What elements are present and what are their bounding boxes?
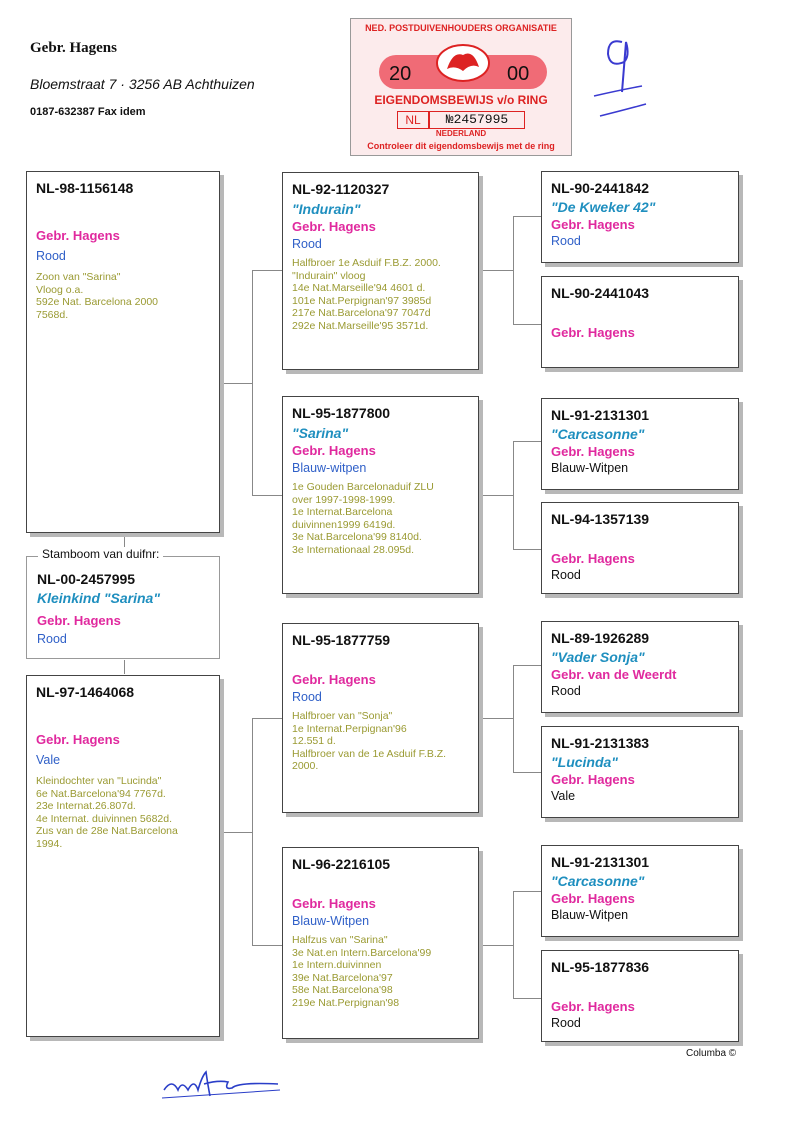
connector [513,891,514,998]
grandparent-ring: NL-95-1877800 [292,405,391,421]
connector [252,270,253,495]
great-grandparent-ring: NL-91-2131301 [551,854,650,870]
sire-ring: NL-98-1156148 [36,180,134,196]
great-grandparent-name: "Vader Sonja" [551,649,645,665]
great-grandparent-card [541,621,739,713]
great-grandparent-color: Blauw-Witpen [551,908,629,922]
grandparent-remarks: Halfzus van "Sarina" 3e Nat.en Intern.Barcelona'99 1e Intern.duivinnen 39e Nat.Barcelona'97 58e Nat.Barcelona'98 219e Nat.Perpignan'98 [292,934,432,1009]
grandparent-remarks: Halfbroer 1e Asduif F.B.Z. 2000. "Indurain" vloog 14e Nat.Marseille'94 4601 d. 101e Nat.Perpignan'97 3985d 217e Nat.Barcelona'97 7047d 292e Nat.Marseille'95 3571d. [292,257,441,332]
great-grandparent-ring: NL-89-1926289 [551,630,650,646]
great-grandparent-name: "De Kweker 42" [551,199,656,215]
stamp-control-note: Controleer dit eigendomsbewijs met de ring [367,141,555,151]
connector [479,495,513,496]
connector [513,998,541,999]
great-grandparent-color: Rood [551,234,581,248]
subject-ring: NL-00-2457995 [37,571,136,587]
connector [513,324,541,325]
grandparent-breeder: Gebr. Hagens [292,443,376,458]
stamp-year-right: 00 [507,63,530,85]
grandparent-breeder: Gebr. Hagens [292,219,376,234]
stamp-title: EIGENDOMSBEWIJS v/o RING [374,93,548,107]
grandparent-breeder: Gebr. Hagens [292,672,376,687]
great-grandparent-card [541,845,739,937]
lion-emblem-icon [433,41,493,83]
connector [124,660,125,674]
great-grandparent-ring: NL-91-2131301 [551,407,650,423]
ring-ownership-stamp [350,18,572,156]
grandparent-remarks: 1e Gouden Barcelonaduif ZLU over 1997-1998-1999. 1e Internat.Barcelona duivinnen1999 6419d. 3e Nat.Barcelona'99 8140d. 3e Internationaal 28.095d. [292,481,434,556]
owner-address: Bloemstraat 7 · 3256 AB Achthuizen [30,76,255,92]
grandparent-card [282,623,479,813]
connector [479,270,513,271]
great-grandparent-color: Rood [551,684,581,698]
stamp-number: №2457995 [429,111,525,129]
copyright-note: Columba © [686,1048,737,1059]
great-grandparent-color: Rood [551,1016,581,1030]
great-grandparent-ring: NL-94-1357139 [551,511,650,527]
sire-breeder: Gebr. Hagens [36,228,120,243]
great-grandparent-ring: NL-95-1877836 [551,959,650,975]
sire-card [26,171,220,533]
connector [252,718,282,719]
great-grandparent-color: Blauw-Witpen [551,461,629,475]
grandparent-name: "Indurain" [292,201,361,217]
grandparent-color: Blauw-Witpen [292,914,370,928]
subject-box [26,556,220,659]
sire-color: Rood [36,249,66,263]
pedigree-legend: Stamboom van duifnr: [38,547,163,561]
grandparent-card [282,847,479,1039]
stamp-year-left: 20 [389,63,412,85]
great-grandparent-card [541,950,739,1042]
handwritten-nine-mark [580,22,650,122]
great-grandparent-ring: NL-91-2131383 [551,735,650,751]
subject-name: Kleinkind "Sarina" [37,590,160,606]
great-grandparent-breeder: Gebr. Hagens [551,325,635,340]
grandparent-color: Blauw-witpen [292,461,367,475]
connector [513,549,541,550]
grandparent-name: "Sarina" [292,425,349,441]
stamp-country: NEDERLAND [435,129,487,138]
connector [513,772,541,773]
great-grandparent-card [541,726,739,818]
grandparent-card [282,396,479,594]
connector [513,441,514,549]
dam-ring: NL-97-1464068 [36,684,135,700]
connector [252,270,282,271]
stamp-prefix: NL [397,111,429,129]
great-grandparent-breeder: Gebr. Hagens [551,217,635,232]
grandparent-color: Rood [292,237,322,251]
grandparent-breeder: Gebr. Hagens [292,896,376,911]
great-grandparent-name: "Carcasonne" [551,426,645,442]
owner-name: Gebr. Hagens [30,40,117,56]
handwritten-signature [158,1068,288,1104]
owner-phone: 0187-632387 Fax idem [30,106,146,118]
sire-remarks: Zoon van "Sarina" Vloog o.a. 592e Nat. Barcelona 2000 7568d. [36,271,159,321]
subject-breeder: Gebr. Hagens [37,613,121,628]
connector [252,945,282,946]
dam-color: Vale [36,753,61,767]
connector [513,216,514,324]
connector [513,441,541,442]
great-grandparent-card [541,502,739,594]
dam-remarks: Kleindochter van "Lucinda" 6e Nat.Barcelona'94 7767d. 23e Internat.26.807d. 4e Internat. duivinnen 5682d. Zus van de 28e Nat.Barcelona 1994. [36,775,178,850]
connector [479,718,513,719]
great-grandparent-breeder: Gebr. Hagens [551,444,635,459]
great-grandparent-card [541,171,739,263]
connector [252,495,282,496]
grandparent-ring: NL-95-1877759 [292,632,391,648]
grandparent-ring: NL-96-2216105 [292,856,391,872]
subject-color: Rood [37,632,67,646]
grandparent-card [282,172,479,370]
great-grandparent-ring: NL-90-2441043 [551,285,650,301]
grandparent-ring: NL-92-1120327 [292,181,390,197]
connector [252,718,253,945]
great-grandparent-name: "Lucinda" [551,754,618,770]
great-grandparent-breeder: Gebr. Hagens [551,551,635,566]
connector [220,832,252,833]
great-grandparent-card [541,276,739,368]
connector [513,665,541,666]
connector [479,945,513,946]
connector [220,383,252,384]
great-grandparent-breeder: Gebr. Hagens [551,999,635,1014]
grandparent-remarks: Halfbroer van "Sonja" 1e Internat.Perpignan'96 12.551 d. Halfbroer van de 1e Asduif F.B.Z. 2000. [292,710,447,772]
great-grandparent-name: "Carcasonne" [551,873,645,889]
great-grandparent-color: Vale [551,789,576,803]
stamp-org: NED. POSTDUIVENHOUDERS ORGANISATIE [365,23,557,33]
great-grandparent-ring: NL-90-2441842 [551,180,650,196]
great-grandparent-breeder: Gebr. Hagens [551,772,635,787]
great-grandparent-breeder: Gebr. Hagens [551,891,635,906]
dam-breeder: Gebr. Hagens [36,732,120,747]
connector [513,891,541,892]
great-grandparent-color: Rood [551,568,581,582]
dam-card [26,675,220,1037]
connector [513,216,541,217]
connector [513,665,514,772]
great-grandparent-breeder: Gebr. van de Weerdt [551,667,677,682]
grandparent-color: Rood [292,690,322,704]
great-grandparent-card [541,398,739,490]
